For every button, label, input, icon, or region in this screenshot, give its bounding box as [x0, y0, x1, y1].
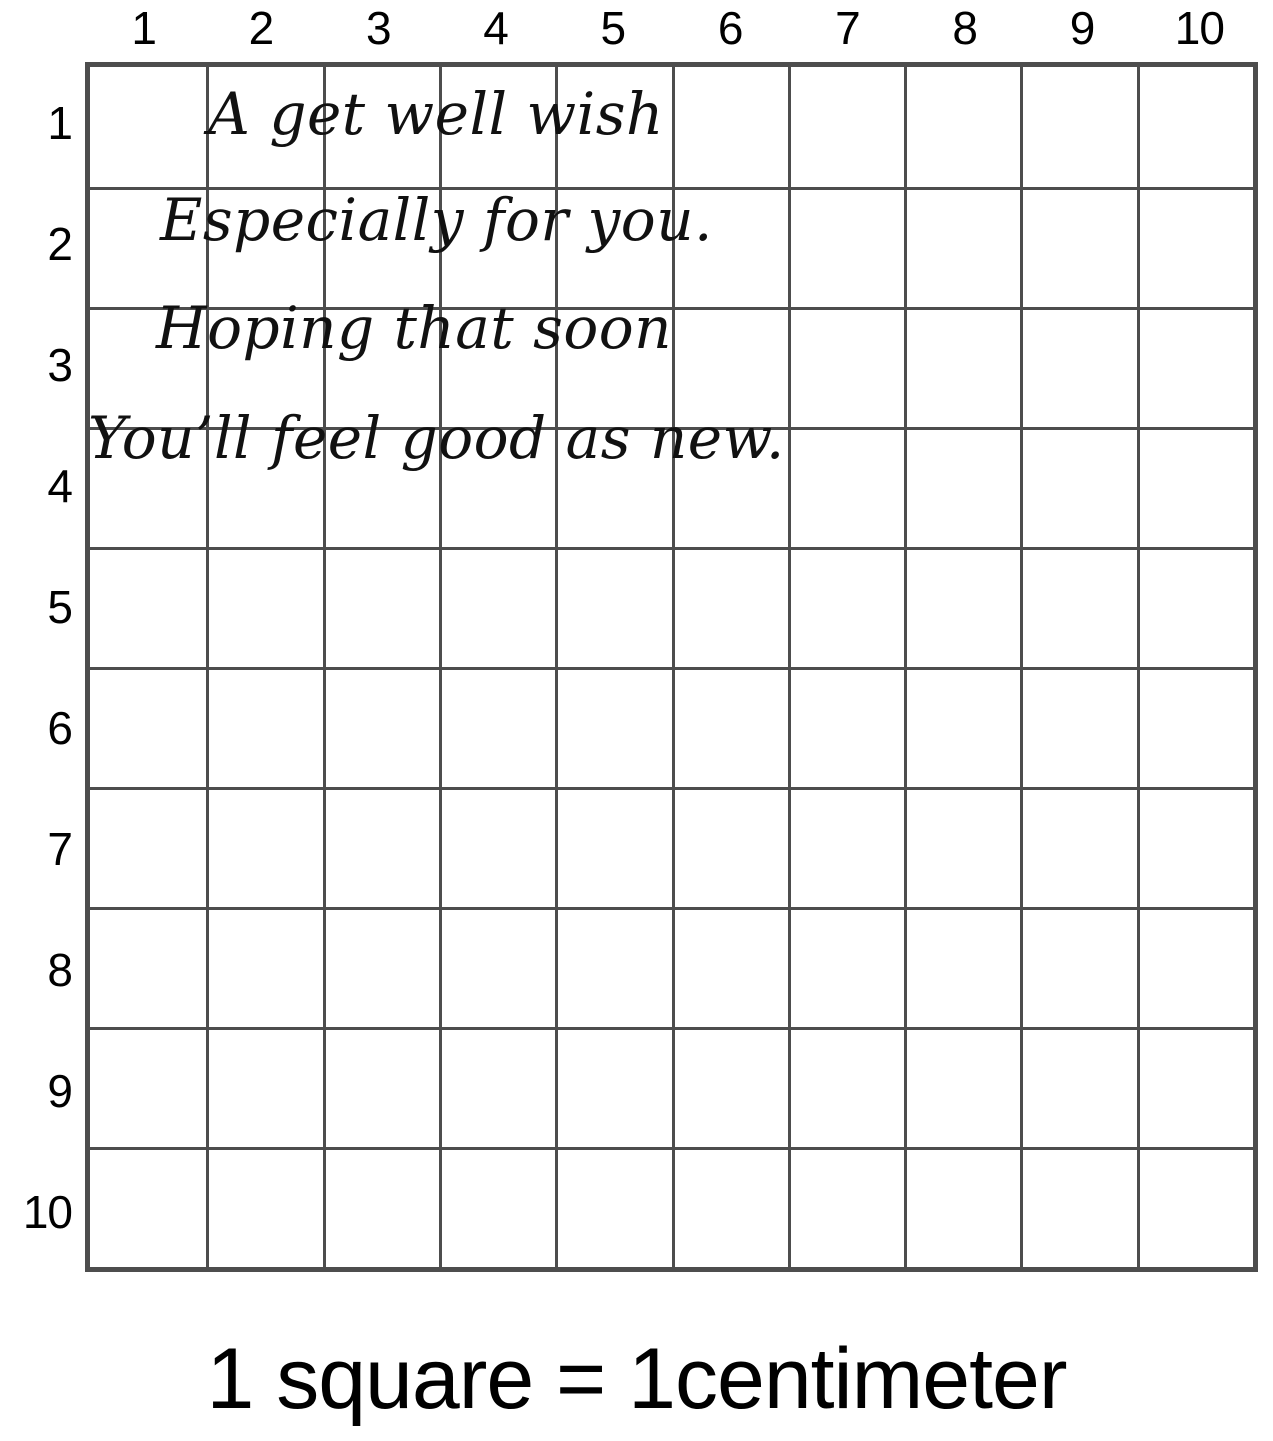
row-label-1: 1: [47, 96, 72, 149]
message-line-1: A get well wish: [208, 80, 664, 148]
grid-horizontal-line: [90, 187, 1253, 190]
grid-horizontal-line: [90, 787, 1253, 790]
row-label-3: 3: [47, 338, 72, 391]
row-label-10: 10: [22, 1185, 72, 1238]
grid-horizontal-line: [90, 307, 1253, 310]
column-label-3: 3: [365, 2, 391, 54]
column-label-9: 9: [1069, 2, 1095, 54]
grid-horizontal-line: [90, 907, 1253, 910]
message-line-3: Hoping that soon: [156, 294, 673, 362]
row-label-8: 8: [47, 943, 72, 996]
grid-horizontal-line: [90, 1027, 1253, 1030]
grid-horizontal-line: [90, 667, 1253, 670]
column-ruler: [85, 0, 1258, 58]
message-line-4: You’ll feel good as new.: [88, 404, 785, 472]
row-label-5: 5: [47, 580, 72, 633]
row-ruler: [0, 62, 80, 1272]
column-label-5: 5: [600, 2, 626, 54]
message-line-2: Especially for you.: [160, 186, 713, 254]
column-label-7: 7: [835, 2, 860, 54]
column-label-8: 8: [952, 2, 978, 54]
row-label-9: 9: [47, 1064, 72, 1117]
row-label-6: 6: [47, 701, 72, 754]
scale-caption: 1 square = 1centimeter: [206, 1331, 1067, 1427]
column-label-2: 2: [248, 2, 274, 54]
row-label-4: 4: [47, 459, 72, 512]
column-label-10: 10: [1174, 2, 1224, 54]
column-label-4: 4: [483, 2, 508, 54]
row-label-2: 2: [47, 217, 72, 270]
centimeter-grid: [85, 62, 1258, 1272]
column-label-1: 1: [131, 2, 156, 54]
row-label-7: 7: [47, 822, 72, 875]
grid-horizontal-line: [90, 1147, 1253, 1150]
grid-horizontal-line: [90, 427, 1253, 430]
column-label-6: 6: [717, 2, 743, 54]
grid-lines: [90, 67, 1253, 1267]
grid-horizontal-line: [90, 547, 1253, 550]
